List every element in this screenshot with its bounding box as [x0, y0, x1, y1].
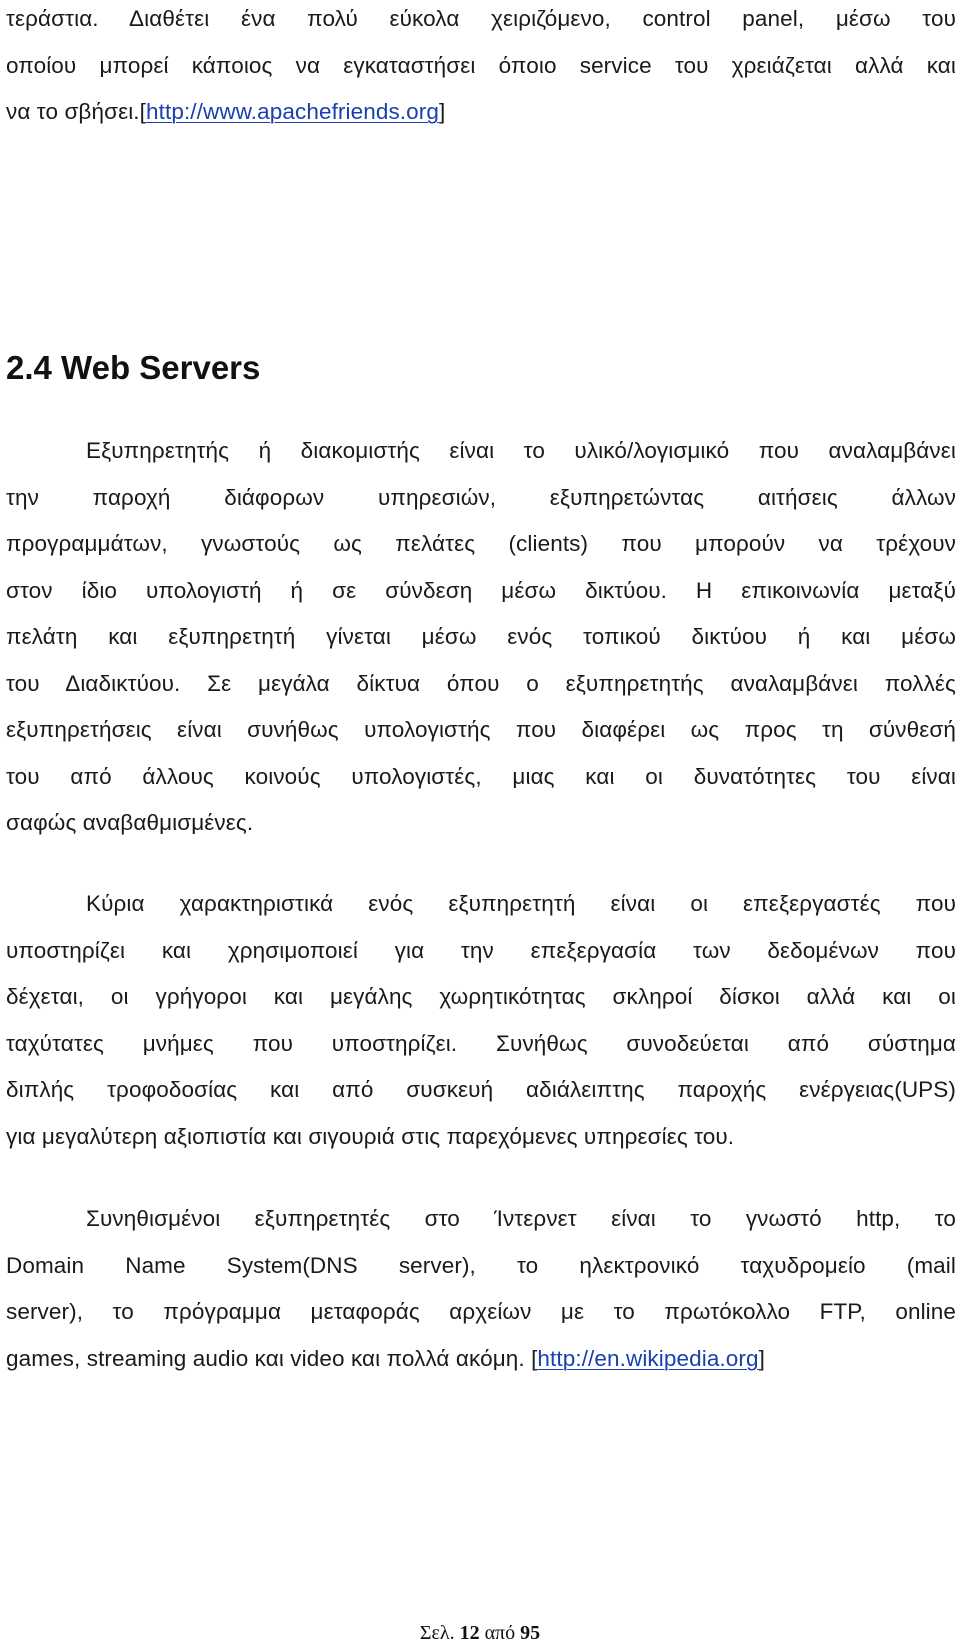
text-line: Κύρια χαρακτηριστικά ενός εξυπηρετητή είναι οι επεξεργαστές που	[86, 891, 956, 916]
text-line: δέχεται, οι γρήγοροι και μεγάλης χωρητικότητας σκληροί δίσκοι αλλά και οι	[6, 984, 956, 1009]
wikipedia-link[interactable]: http://en.wikipedia.org	[537, 1345, 759, 1371]
text-line: του Διαδικτύου. Σε μεγάλα δίκτυα όπου ο εξυπηρετητής αναλαμβάνει πολλές	[6, 670, 956, 696]
text-line: Εξυπηρετητής ή διακομιστής είναι το υλικό/λογισμικό που αναλαμβάνει	[86, 438, 956, 463]
text-line: σαφώς αναβαθμισμένες.	[6, 810, 254, 835]
apachefriends-link[interactable]: http://www.apachefriends.org	[146, 99, 439, 124]
text-fragment: ]	[758, 1345, 765, 1371]
paragraph-common-servers	[6, 1196, 956, 1382]
text-line: πελάτη και εξυπηρετητή γίνεται μέσω ενός τοπικού δικτύου ή και μέσω	[6, 624, 956, 649]
intro-paragraph	[6, 0, 956, 136]
text-line: για μεγαλύτερη αξιοπιστία και σιγουριά στις παρεχόμενες υπηρεσίες του.	[6, 1123, 735, 1149]
paragraph-server-characteristics	[6, 881, 956, 1160]
text-line: διπλής τροφοδοσίας και από συσκευή αδιάλειπτης παροχής ενέργειας(UPS)	[6, 1077, 956, 1102]
text-fragment: games, streaming audio και video και πολλά ακόμη. [	[6, 1345, 538, 1371]
text-fragment: να το σβήσει.[	[6, 99, 147, 124]
text-line: υποστηρίζει και χρησιμοποιεί για την επεξεργασία των δεδομένων που	[6, 937, 956, 963]
text-line: server), το πρόγραμμα μεταφοράς αρχείων με το πρωτόκολλο FTP, online	[6, 1299, 956, 1324]
text-line: εξυπηρετήσεις είναι συνήθως υπολογιστής που διαφέρει ως προς τη σύνθεσή	[6, 717, 956, 742]
section-heading: 2.4 Web Servers	[6, 349, 261, 386]
page-label: Σελ.	[419, 1622, 460, 1644]
page-footer	[0, 1621, 960, 1645]
text-line: προγραμμάτων, γνωστούς ως πελάτες (clients) που μπορούν να τρέχουν	[6, 531, 956, 556]
text-line: ταχύτατες μνήμες που υποστηρίζει. Συνήθως συνοδεύεται από σύστημα	[6, 1030, 956, 1056]
text-line: του από άλλους κοινούς υπολογιστές, μιας και οι δυνατότητες του είναι	[6, 763, 956, 789]
text-line: στον ίδιο υπολογιστή ή σε σύνδεση μέσω δικτύου. Η επικοινωνία μεταξύ	[6, 577, 956, 603]
text-fragment: ]	[438, 99, 446, 124]
page-of-label: από	[479, 1622, 521, 1644]
text-line	[6, 89, 956, 136]
paragraph-web-servers-definition	[6, 428, 956, 847]
text-line	[6, 1336, 956, 1383]
text-line: Συνηθισμένοι εξυπηρετητές στο Ίντερνετ είναι το γνωστό http, το	[86, 1206, 956, 1231]
text-line: οποίου μπορεί κάποιος να εγκαταστήσει όποιο service του χρειάζεται αλλά και	[6, 52, 956, 78]
text-line: την παροχή διάφορων υπηρεσιών, εξυπηρετώντας αιτήσεις άλλων	[6, 484, 956, 510]
text-line: Domain Name System(DNS server), το ηλεκτρονικό ταχυδρομείο (mail	[6, 1252, 956, 1278]
page-total: 95	[520, 1622, 541, 1644]
text-line: τεράστια. Διαθέτει ένα πολύ εύκολα χειριζόμενο, control panel, μέσω του	[6, 6, 956, 31]
page-number: 12	[459, 1622, 480, 1644]
